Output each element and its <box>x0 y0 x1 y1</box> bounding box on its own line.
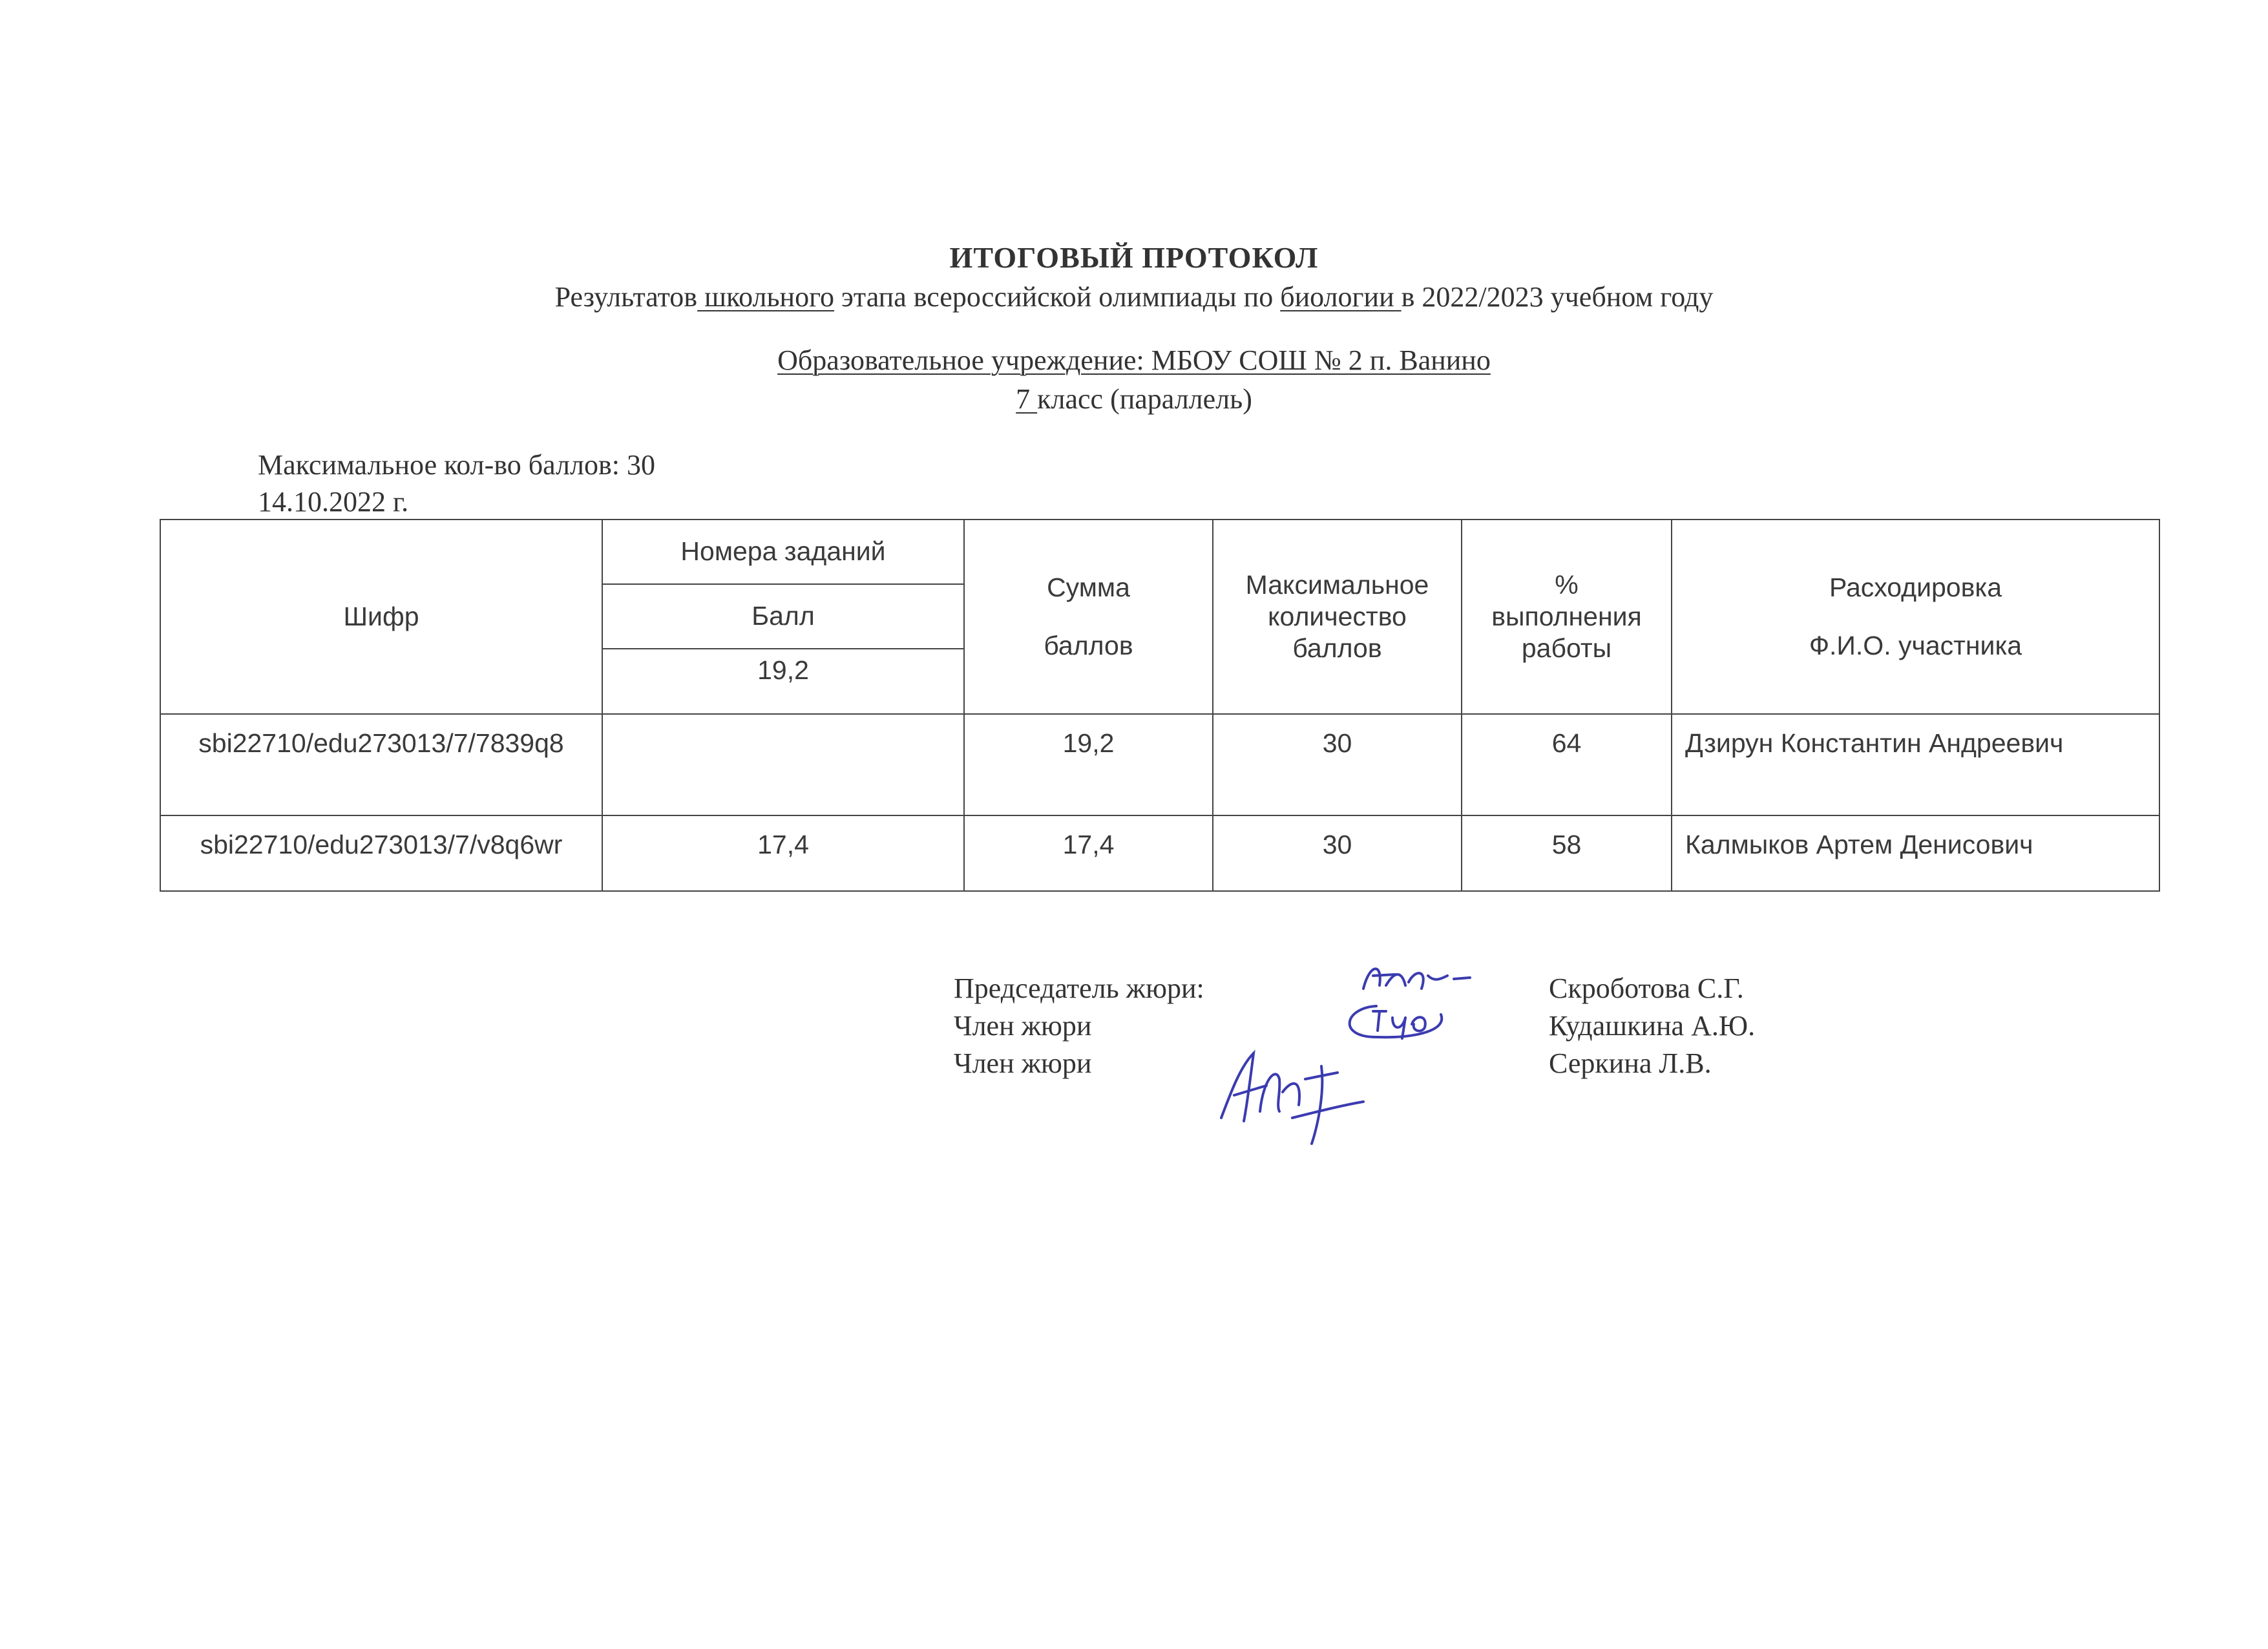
subtitle-middle: этапа всероссийской олимпиады по <box>834 281 1281 313</box>
row2-sum: 17,4 <box>964 815 1213 891</box>
table-row <box>160 815 2159 891</box>
subtitle-stage: школьного <box>697 281 835 313</box>
grade-line <box>0 383 2268 415</box>
header-score: Балл <box>602 584 964 649</box>
header-sum-line2: баллов <box>1044 630 1133 660</box>
member1-signature-image <box>1338 998 1447 1044</box>
header-decoding-line2: Ф.И.О. участника <box>1809 630 2022 660</box>
grade-text: класс (параллель) <box>1037 383 1252 415</box>
protocol-subtitle <box>0 280 2268 313</box>
header-decoding <box>1672 520 2159 714</box>
row2-task-score: 17,4 <box>602 815 964 891</box>
row1-task-score <box>602 714 964 815</box>
results-table <box>160 519 2160 892</box>
protocol-date: 14.10.2022 г. <box>258 486 409 518</box>
jury-member1-role: Член жюри <box>954 1010 1092 1042</box>
header-sum-line1: Сумма <box>1047 572 1130 603</box>
header-max-points: Максимальное количество баллов <box>1213 520 1462 714</box>
subtitle-subject: биологии <box>1280 281 1402 313</box>
jury-chair-role: Председатель жюри: <box>954 972 1204 1004</box>
row1-name: Дзирун Константин Андреевич <box>1672 714 2159 815</box>
row1-cipher: sbi22710/edu273013/7/7839q8 <box>160 714 602 815</box>
protocol-title: ИТОГОВЫЙ ПРОТОКОЛ <box>949 241 1319 274</box>
chair-signature-image <box>1357 956 1473 1002</box>
row2-name: Калмыков Артем Денисович <box>1672 815 2159 891</box>
jury-chair-name: Скроботова С.Г. <box>1549 972 1744 1004</box>
header-decoding-line1: Расходировка <box>1829 572 2002 603</box>
row2-percent: 58 <box>1462 815 1672 891</box>
header-percent <box>1462 520 1672 714</box>
row2-cipher: sbi22710/edu273013/7/v8q6wr <box>160 815 602 891</box>
table-row <box>160 714 2159 815</box>
row1-max: 30 <box>1213 714 1462 815</box>
header-task-numbers: Номера заданий <box>602 520 964 584</box>
max-score-line: Максимальное кол-во баллов: 30 <box>258 449 655 481</box>
jury-member1-name: Кудашкина А.Ю. <box>1549 1010 1756 1042</box>
institution-line <box>0 344 2268 377</box>
row1-sum: 19,2 <box>964 714 1213 815</box>
member2-signature-image <box>1215 1040 1376 1150</box>
header-task-score-value: 19,2 <box>602 649 964 714</box>
jury-member2-role: Член жюри <box>954 1047 1092 1079</box>
subtitle-prefix: Результатов <box>554 281 698 313</box>
subtitle-suffix: в 2022/2023 учебном году <box>1401 281 1714 313</box>
jury-member2-name: Серкина Л.В. <box>1549 1047 1712 1079</box>
grade-number: 7 <box>1016 383 1038 415</box>
header-percent-line2: выполнения работы <box>1491 601 1642 664</box>
header-sum <box>964 520 1213 714</box>
institution-name: Образовательное учреждение: МБОУ СОШ № 2 п. Ванино <box>777 344 1491 376</box>
header-cipher: Шифр <box>160 520 602 714</box>
row1-percent: 64 <box>1462 714 1672 815</box>
row2-max: 30 <box>1213 815 1462 891</box>
header-percent-line1: % <box>1555 569 1579 600</box>
